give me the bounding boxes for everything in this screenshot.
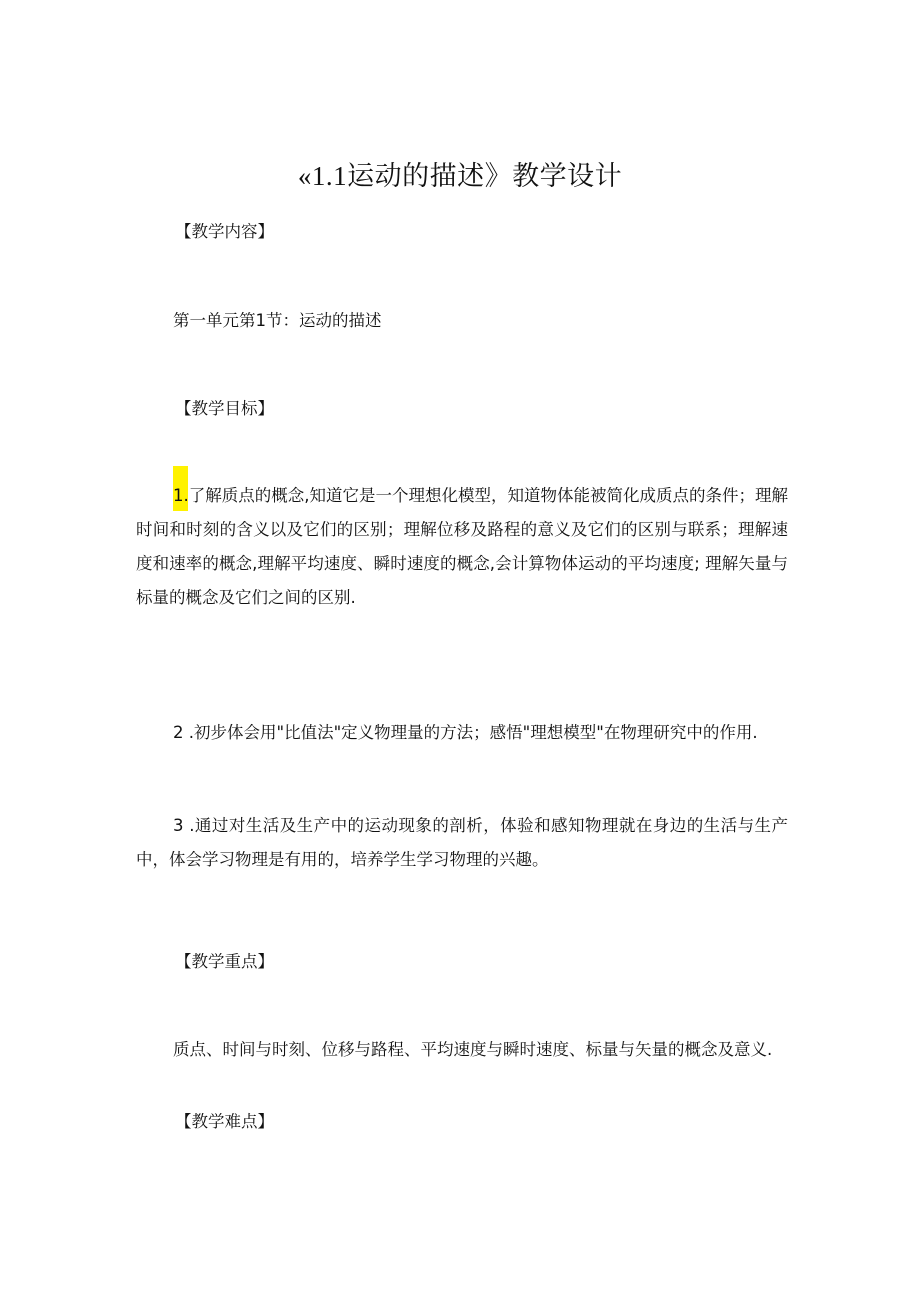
content-heading: 【教学内容】 bbox=[175, 222, 274, 241]
goals-heading: 【教学目标】 bbox=[175, 399, 274, 418]
goal-3-text: 3 .通过对生活及生产中的运动现象的剖析，体验和感知物理就在身边的生活与生产中，体会学习物理是有用的，培养学生学习物理的兴趣。 bbox=[136, 816, 788, 869]
goal-1-number: 1. bbox=[173, 486, 189, 505]
key-points-text: 质点、时间与时刻、位移与路程、平均速度与瞬时速度、标量与矢量的概念及意义. bbox=[173, 1040, 773, 1059]
title-text: 运动的描述》教学设计 bbox=[347, 161, 623, 192]
goal-2-paragraph: 2 .初步体会用"比值法"定义物理量的方法；感悟"理想模型"在物理研究中的作用. bbox=[173, 723, 758, 742]
goal-1-paragraph bbox=[136, 479, 788, 615]
goal-1-text: 了解质点的概念,知道它是一个理想化模型，知道物体能被简化成质点的条件；理解时间和时刻的含义以及它们的区别；理解位移及路程的意义及它们的区别与联系；理解速度和速率的概念,理解平均速度、瞬时速度的概念,会计算物体运动的平均速度; 理解矢量与标量的概念及它们之间的区别. bbox=[136, 486, 788, 607]
title-prefix: «1.1 bbox=[297, 161, 348, 191]
content-text: 第一单元第1节：运动的描述 bbox=[173, 311, 382, 330]
key-points-heading: 【教学重点】 bbox=[175, 952, 274, 971]
document-title bbox=[0, 156, 920, 197]
difficulty-heading: 【教学难点】 bbox=[175, 1112, 274, 1131]
goal-3-paragraph bbox=[136, 809, 788, 877]
